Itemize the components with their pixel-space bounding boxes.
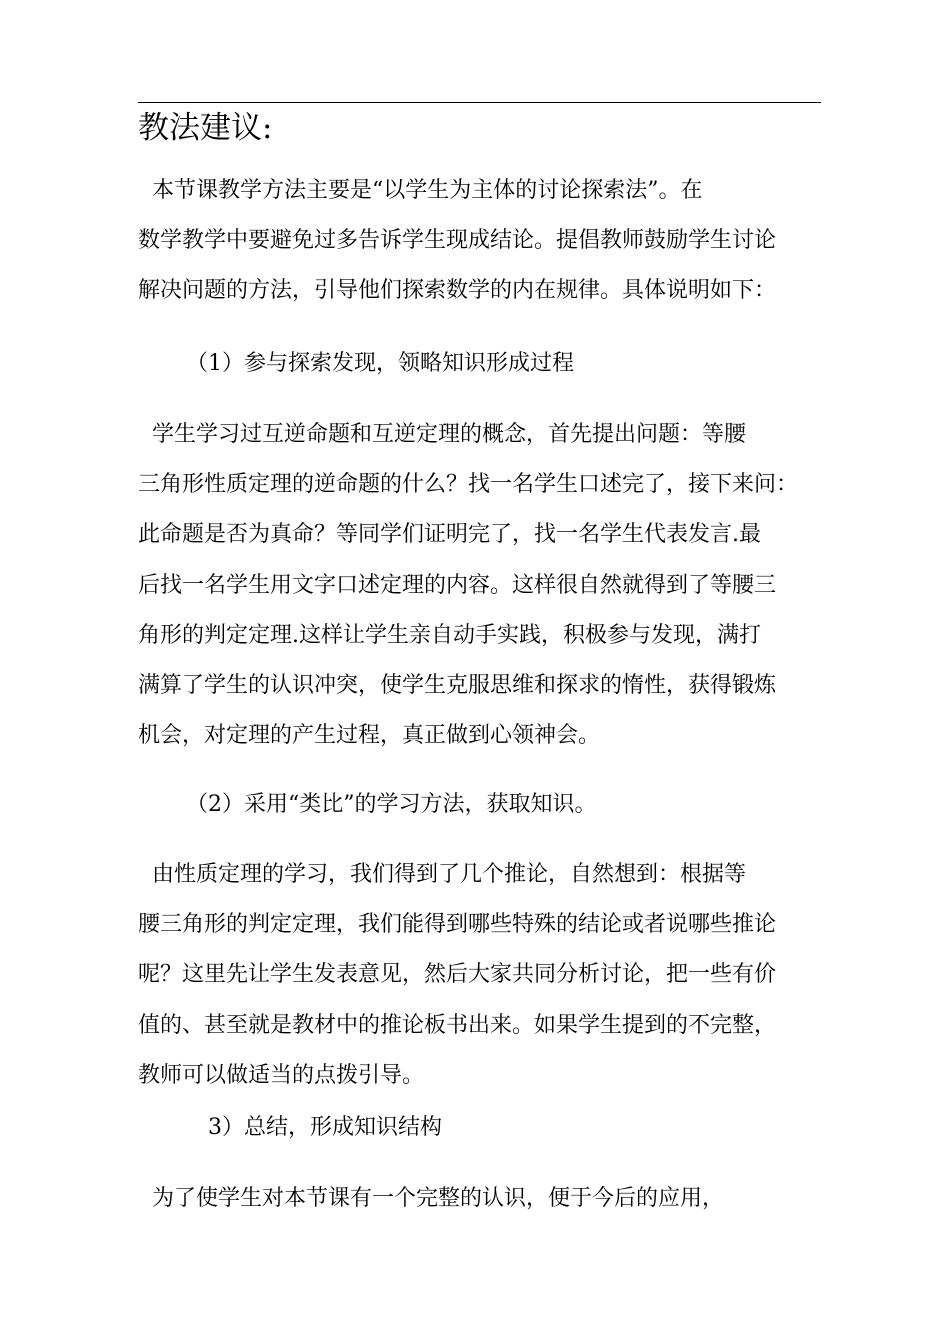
text-line: 为了使学生对本节课有一个完整的认识，便于今后的应用，	[138, 1186, 724, 1211]
text-line: 角形的判定定理.这样让学生亲自动手实践，积极参与发现，满打	[138, 622, 761, 648]
text-line: 机会，对定理的产生过程，真正做到心领神会。	[138, 723, 601, 749]
text-line: 呢？这里先让学生发表意见，然后大家共同分析讨论，把一些有价	[138, 962, 777, 988]
text-line: 解决问题的方法，引导他们探索数学的内在规律。具体说明如下：	[138, 278, 777, 304]
paragraph-2	[138, 850, 776, 1101]
text-line: 后找一名学生用文字口述定理的内容。这样很自然就得到了等腰三	[138, 572, 777, 598]
text-line: 此命题是否为真命？等同学们证明完了，找一名学生代表发言.最	[138, 522, 761, 548]
text-line: 学生学习过互逆命题和互逆定理的概念，首先提出问题：等腰	[138, 422, 746, 447]
section-heading: 教法建议:	[138, 110, 273, 146]
text-line: 值的、甚至就是教材中的推论板书出来。如果学生提到的不完整，	[138, 1012, 777, 1038]
paragraph-3	[138, 1174, 724, 1224]
intro-paragraph	[138, 166, 776, 317]
subsection-title-3: 3）总结，形成知识结构	[208, 1115, 442, 1140]
text-line: 由性质定理的学习，我们得到了几个推论，自然想到：根据等	[138, 862, 746, 887]
header-rule	[138, 102, 821, 103]
text-line: 本节课教学方法主要是“以学生为主体的讨论探索法”。在	[138, 178, 703, 203]
text-line: 三角形性质定理的逆命题的什么？找一名学生口述完了，接下来问：	[138, 472, 799, 498]
subsection-title-1: （1）参与探索发现，领略知识形成过程	[186, 351, 574, 376]
text-line: 数学教学中要避免过多告诉学生现成结论。提倡教师鼓励学生讨论	[138, 228, 777, 254]
text-line: 腰三角形的判定定理，我们能得到哪些特殊的结论或者说哪些推论	[138, 912, 777, 938]
paragraph-1	[138, 410, 798, 761]
subsection-title-2: （2）采用“类比”的学习方法，获取知识。	[186, 792, 597, 817]
text-line: 满算了学生的认识冲突，使学生克服思维和探求的惰性，获得锻炼	[138, 673, 777, 699]
text-line: 教师可以做适当的点拨引导。	[138, 1062, 425, 1088]
